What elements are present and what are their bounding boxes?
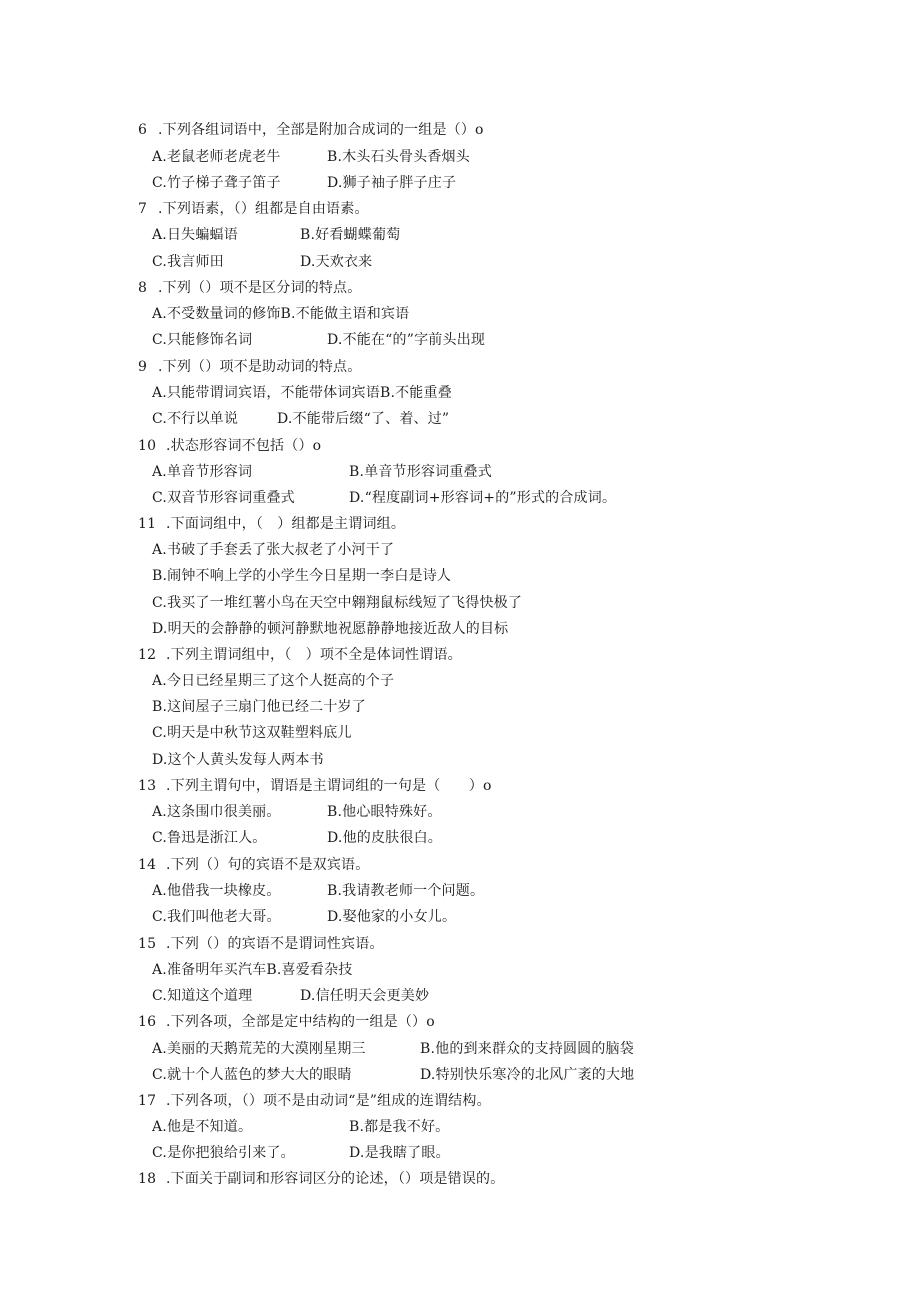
option-a: A.这条围巾很美丽。 (152, 804, 281, 820)
question-number: 12 (138, 647, 157, 663)
option-c: C.是你把狼给引来了。 (152, 1145, 295, 1161)
option-c: C.我买了一堆红薯小鸟在天空中翱翔鼠标线短了飞得快极了 (152, 595, 523, 611)
option-c: C.我言师田 (152, 254, 224, 270)
question-7 (138, 200, 369, 218)
option-a-b: A.只能带谓词宾语，不能带体词宾语B.不能重叠 (152, 385, 452, 401)
question-stem: .下列（）的宾语不是谓词性宾语。 (166, 936, 384, 952)
options-row (152, 226, 401, 244)
option-b: B.都是我不好。 (349, 1119, 450, 1135)
options-row (152, 961, 353, 979)
option-d: D.他的皮肤很白。 (327, 830, 442, 846)
option-c: C.双音节形容词重叠式 (152, 490, 295, 506)
option-b: B.他心眼特殊好。 (327, 804, 442, 820)
option-c: C.鲁迅是浙江人。 (152, 830, 267, 846)
option-a-b: A.不受数量词的修饰B.不能做主语和宾语 (152, 306, 410, 322)
question-stem: .下列主谓词组中，（ ）项不全是体词性谓语。 (166, 647, 462, 663)
option-b: B.木头石头骨头香烟头 (327, 149, 470, 165)
question-12 (138, 646, 462, 664)
option-b: B.这间屋子三扇门他已经二十岁了 (152, 699, 366, 715)
option-a: A.书破了手套丢了张大叔老了小河干了 (152, 542, 395, 558)
question-number: 7 (138, 201, 148, 217)
option-a: A.美丽的天鹅荒芜的大漠刚星期三 (152, 1041, 366, 1057)
option-b: B.闹钟不响上学的小学生今日星期一李白是诗人 (152, 568, 452, 584)
question-number: 10 (138, 438, 157, 454)
options-row (152, 148, 470, 166)
option-c: C.明天是中秋节这双鞋塑料底儿 (152, 725, 352, 741)
option-a: A.今日已经星期三了这个人挺高的个子 (152, 673, 395, 689)
question-number: 14 (138, 857, 157, 873)
question-number: 6 (138, 122, 148, 138)
option-a: A.他借我一块橡皮。 (152, 883, 281, 899)
question-number: 8 (138, 280, 148, 296)
option-d: D.“程度副词+形容词+的”形式的合成词。 (349, 490, 617, 506)
option-c: C.知道这个道理 (152, 988, 253, 1004)
options-row (152, 987, 430, 1005)
question-stem: .下列（）项不是助动词的特点。 (158, 359, 362, 375)
question-number: 16 (138, 1014, 157, 1030)
option-d: D.特别快乐寒冷的北风广袤的大地 (420, 1067, 635, 1083)
question-number: 17 (138, 1093, 157, 1109)
question-stem: .下面词组中，（ ）组都是主谓词组。 (166, 516, 406, 532)
question-10 (138, 437, 321, 455)
options-row (152, 489, 617, 507)
question-8 (138, 279, 361, 297)
options-row (152, 410, 450, 428)
options-row (152, 1066, 635, 1084)
question-stem: .状态形容词不包括（）o (166, 438, 322, 454)
option-b: B.他的到来群众的支持圆圆的脑袋 (420, 1041, 634, 1057)
question-9 (138, 358, 361, 376)
option-a: A.老鼠老师老虎老牛 (152, 149, 281, 165)
option-c: C.不行以单说 (152, 411, 239, 427)
option-a: A.单音节形容词 (152, 464, 253, 480)
option-b: B.单音节形容词重叠式 (349, 464, 492, 480)
option-a: A.他是不知道。 (152, 1119, 253, 1135)
options-row (152, 331, 486, 349)
options-row (152, 1118, 450, 1136)
option-d: D.是我瞎了眼。 (349, 1145, 450, 1161)
option-d: D.狮子袖子胖子庄子 (327, 175, 457, 191)
option-d: D.这个人黄头发每人两本书 (152, 752, 324, 768)
options-row (152, 1040, 634, 1058)
question-number: 9 (138, 359, 148, 375)
options-row (152, 253, 373, 271)
question-stem: .下面关于副词和形容词区分的论述，（）项是错误的。 (166, 1171, 505, 1187)
options-row (152, 174, 457, 192)
option-d: D.明天的会静静的顿河静默地祝愿静静地接近敌人的目标 (152, 621, 509, 637)
option-d: D.信任明天会更美妙 (300, 988, 430, 1004)
question-13 (138, 777, 492, 795)
question-16 (138, 1013, 435, 1031)
option-c: C.就十个人蓝色的梦大大的眼睛 (152, 1067, 352, 1083)
options-row (152, 803, 442, 821)
option-c: C.竹子梯子聋子笛子 (152, 175, 281, 191)
question-stem: .下列各项，全部是定中结构的一组是（）o (166, 1014, 435, 1030)
question-number: 18 (138, 1171, 157, 1187)
option-b: B.我请教老师一个问题。 (327, 883, 485, 899)
question-stem: .下列（）句的宾语不是双宾语。 (166, 857, 370, 873)
option-c: C.我们叫他老大哥。 (152, 909, 281, 925)
option-b: B.好看蝴蝶葡萄 (300, 227, 401, 243)
options-row (152, 305, 409, 323)
option-a: A.日失蝙蝠语 (152, 227, 238, 243)
option-d: D.娶他家的小女儿。 (327, 909, 457, 925)
question-18 (138, 1170, 504, 1188)
question-15 (138, 935, 384, 953)
question-17 (138, 1092, 491, 1110)
options-row (152, 1144, 450, 1162)
option-a-b: A.准备明年买汽车B.喜爱看杂技 (152, 962, 353, 978)
question-14 (138, 856, 369, 874)
option-d: D.不能在“的”字前头出现 (327, 332, 486, 348)
question-6 (138, 121, 484, 139)
options-row (152, 882, 485, 900)
question-11 (138, 515, 405, 533)
question-number: 15 (138, 936, 157, 952)
options-row (152, 384, 452, 402)
question-stem: .下列各项，（）项不是由动词“是”组成的连谓结构。 (166, 1093, 491, 1109)
option-d: D.天欢衣来 (300, 254, 373, 270)
options-row (152, 463, 492, 481)
question-number: 11 (138, 516, 157, 532)
question-stem: .下列主谓句中，谓语是主谓词组的一句是（ ）o (166, 778, 492, 794)
options-row (152, 829, 442, 847)
option-c: C.只能修饰名词 (152, 332, 253, 348)
options-row (152, 908, 457, 926)
question-stem: .下列各组词语中，全部是附加合成词的一组是（）o (158, 122, 484, 138)
question-stem: .下列语素，（）组都是自由语素。 (158, 201, 369, 217)
option-d: D.不能带后缀“了、着、过” (277, 411, 450, 427)
question-number: 13 (138, 778, 157, 794)
question-stem: .下列（）项不是区分词的特点。 (158, 280, 362, 296)
